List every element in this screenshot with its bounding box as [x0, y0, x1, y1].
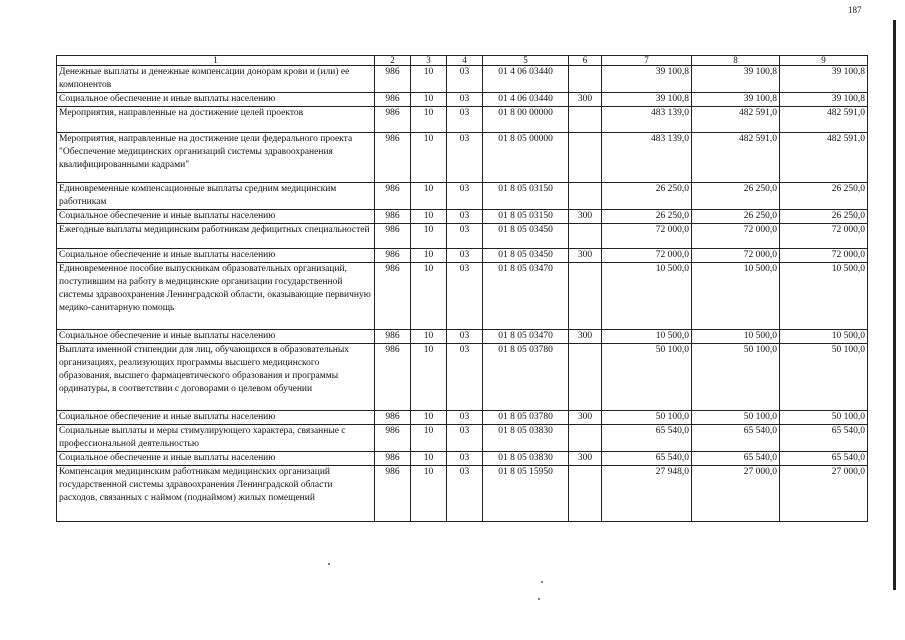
cell-target-code: 01 8 05 03450 [483, 249, 569, 263]
cell-target-code: 01 8 05 03780 [483, 411, 569, 425]
table-row [57, 330, 868, 344]
cell-amount-8: 10 500,0 [692, 330, 780, 344]
cell-code-3: 10 [411, 224, 447, 249]
cell-expense-type [569, 425, 602, 452]
cell-code-2: 986 [375, 452, 411, 466]
cell-amount-9: 50 100,0 [780, 411, 868, 425]
cell-target-code: 01 8 05 03780 [483, 344, 569, 411]
cell-code-2: 986 [375, 210, 411, 224]
table-row [57, 466, 868, 522]
cell-expense-type [569, 466, 602, 522]
cell-amount-7: 10 500,0 [602, 263, 692, 330]
cell-amount-8: 50 100,0 [692, 344, 780, 411]
cell-amount-9: 65 540,0 [780, 425, 868, 452]
cell-target-code: 01 8 05 03830 [483, 425, 569, 452]
cell-target-code: 01 8 05 03150 [483, 183, 569, 210]
cell-expense-type: 300 [569, 249, 602, 263]
cell-amount-7: 39 100,8 [602, 93, 692, 107]
cell-name: Социальное обеспечение и иные выплаты населению [57, 93, 375, 107]
cell-expense-type: 300 [569, 411, 602, 425]
cell-target-code: 01 4 06 03440 [483, 66, 569, 93]
cell-code-2: 986 [375, 249, 411, 263]
cell-amount-9: 482 591,0 [780, 133, 868, 183]
cell-code-4: 03 [447, 210, 483, 224]
scan-edge-line [893, 20, 896, 590]
cell-code-2: 986 [375, 107, 411, 133]
cell-amount-7: 483 139,0 [602, 133, 692, 183]
header-col-6: 6 [569, 56, 602, 66]
cell-amount-8: 72 000,0 [692, 249, 780, 263]
cell-amount-7: 50 100,0 [602, 344, 692, 411]
cell-name: Единовременные компенсационные выплаты средним медицинским работникам [57, 183, 375, 210]
cell-code-4: 03 [447, 330, 483, 344]
cell-amount-8: 27 000,0 [692, 466, 780, 522]
cell-code-3: 10 [411, 249, 447, 263]
cell-amount-7: 72 000,0 [602, 249, 692, 263]
cell-expense-type: 300 [569, 330, 602, 344]
header-row [57, 56, 868, 66]
cell-code-3: 10 [411, 466, 447, 522]
cell-code-3: 10 [411, 133, 447, 183]
cell-code-2: 986 [375, 411, 411, 425]
cell-amount-7: 65 540,0 [602, 452, 692, 466]
cell-name: Социальные выплаты и меры стимулирующего характера, связанные с профессиональной деятельностью [57, 425, 375, 452]
table-row [57, 183, 868, 210]
header-col-2: 2 [375, 56, 411, 66]
cell-name: Мероприятия, направленные на достижение цели федерального проекта "Обеспечение медицинских организаций системы здравоохранения квалифицированными кадрами" [57, 133, 375, 183]
table-body [57, 66, 868, 522]
cell-amount-7: 27 948,0 [602, 466, 692, 522]
cell-code-4: 03 [447, 466, 483, 522]
cell-target-code: 01 8 05 03830 [483, 452, 569, 466]
cell-amount-9: 27 000,0 [780, 466, 868, 522]
cell-amount-9: 39 100,8 [780, 93, 868, 107]
cell-amount-9: 26 250,0 [780, 210, 868, 224]
cell-code-3: 10 [411, 452, 447, 466]
cell-expense-type [569, 263, 602, 330]
cell-code-3: 10 [411, 183, 447, 210]
cell-code-3: 10 [411, 344, 447, 411]
cell-code-2: 986 [375, 133, 411, 183]
cell-code-2: 986 [375, 344, 411, 411]
scan-speck [541, 581, 543, 583]
budget-table [56, 55, 868, 522]
header-col-8: 8 [692, 56, 780, 66]
table-row [57, 452, 868, 466]
cell-code-4: 03 [447, 93, 483, 107]
cell-amount-9: 72 000,0 [780, 224, 868, 249]
cell-code-3: 10 [411, 66, 447, 93]
cell-code-4: 03 [447, 411, 483, 425]
cell-code-2: 986 [375, 183, 411, 210]
cell-expense-type: 300 [569, 210, 602, 224]
cell-name: Компенсация медицинским работникам медицинских организаций государственной системы здравоохранения Ленинградской области расходов, связанных с наймом (поднаймом) жилых помещений [57, 466, 375, 522]
cell-amount-9: 39 100,8 [780, 66, 868, 93]
table-row [57, 263, 868, 330]
cell-code-3: 10 [411, 411, 447, 425]
cell-amount-8: 482 591,0 [692, 133, 780, 183]
cell-code-4: 03 [447, 263, 483, 330]
cell-target-code: 01 8 05 15950 [483, 466, 569, 522]
cell-expense-type [569, 224, 602, 249]
cell-expense-type: 300 [569, 93, 602, 107]
table-row [57, 249, 868, 263]
cell-code-3: 10 [411, 263, 447, 330]
cell-amount-7: 72 000,0 [602, 224, 692, 249]
cell-target-code: 01 8 05 03150 [483, 210, 569, 224]
cell-code-4: 03 [447, 249, 483, 263]
cell-target-code: 01 8 05 03470 [483, 263, 569, 330]
cell-amount-7: 65 540,0 [602, 425, 692, 452]
cell-expense-type: 300 [569, 452, 602, 466]
cell-amount-7: 483 139,0 [602, 107, 692, 133]
cell-code-4: 03 [447, 133, 483, 183]
cell-amount-7: 26 250,0 [602, 183, 692, 210]
cell-target-code: 01 8 05 00000 [483, 133, 569, 183]
table-row [57, 224, 868, 249]
table-row [57, 210, 868, 224]
cell-amount-9: 26 250,0 [780, 183, 868, 210]
scan-speck [328, 563, 330, 565]
cell-target-code: 01 8 00 00000 [483, 107, 569, 133]
cell-name: Социальное обеспечение и иные выплаты населению [57, 452, 375, 466]
scan-speck [538, 598, 540, 600]
header-col-4: 4 [447, 56, 483, 66]
cell-name: Социальное обеспечение и иные выплаты населению [57, 411, 375, 425]
cell-code-2: 986 [375, 330, 411, 344]
cell-code-4: 03 [447, 183, 483, 210]
cell-amount-8: 65 540,0 [692, 425, 780, 452]
cell-code-3: 10 [411, 330, 447, 344]
table-header [57, 56, 868, 66]
header-col-1: 1 [57, 56, 375, 66]
header-col-7: 7 [602, 56, 692, 66]
cell-amount-9: 65 540,0 [780, 452, 868, 466]
cell-amount-8: 482 591,0 [692, 107, 780, 133]
cell-code-4: 03 [447, 107, 483, 133]
cell-code-3: 10 [411, 425, 447, 452]
cell-name: Единовременное пособие выпускникам образовательных организаций, поступившим на работу в медицинские организации государственной системы здравоохранения Ленинградской области, оказывающие первичную медико-санитарную помощь [57, 263, 375, 330]
cell-name: Денежные выплаты и денежные компенсации донорам крови и (или) ее компонентов [57, 66, 375, 93]
cell-target-code: 01 8 05 03470 [483, 330, 569, 344]
cell-name: Социальное обеспечение и иные выплаты населению [57, 210, 375, 224]
cell-expense-type [569, 107, 602, 133]
cell-amount-8: 39 100,8 [692, 66, 780, 93]
cell-amount-8: 65 540,0 [692, 452, 780, 466]
table-row [57, 133, 868, 183]
cell-code-3: 10 [411, 93, 447, 107]
cell-code-4: 03 [447, 66, 483, 93]
page-number: 187 [848, 5, 862, 15]
cell-amount-7: 50 100,0 [602, 411, 692, 425]
cell-expense-type [569, 133, 602, 183]
cell-expense-type [569, 66, 602, 93]
cell-amount-9: 10 500,0 [780, 263, 868, 330]
table-row [57, 93, 868, 107]
cell-code-2: 986 [375, 66, 411, 93]
cell-name: Социальное обеспечение и иные выплаты населению [57, 330, 375, 344]
cell-target-code: 01 4 06 03440 [483, 93, 569, 107]
cell-expense-type [569, 183, 602, 210]
cell-amount-8: 26 250,0 [692, 210, 780, 224]
cell-code-4: 03 [447, 224, 483, 249]
cell-amount-9: 482 591,0 [780, 107, 868, 133]
cell-amount-8: 39 100,8 [692, 93, 780, 107]
cell-code-3: 10 [411, 107, 447, 133]
cell-code-2: 986 [375, 425, 411, 452]
table-row [57, 66, 868, 93]
cell-expense-type [569, 344, 602, 411]
cell-code-2: 986 [375, 93, 411, 107]
cell-amount-8: 50 100,0 [692, 411, 780, 425]
cell-amount-9: 50 100,0 [780, 344, 868, 411]
table-row [57, 344, 868, 411]
cell-code-4: 03 [447, 344, 483, 411]
cell-amount-9: 72 000,0 [780, 249, 868, 263]
cell-code-2: 986 [375, 224, 411, 249]
cell-name: Ежегодные выплаты медицинским работникам дефицитных специальностей [57, 224, 375, 249]
header-col-5: 5 [483, 56, 569, 66]
cell-code-2: 986 [375, 263, 411, 330]
cell-amount-7: 26 250,0 [602, 210, 692, 224]
cell-name: Социальное обеспечение и иные выплаты населению [57, 249, 375, 263]
table-row [57, 425, 868, 452]
cell-code-3: 10 [411, 210, 447, 224]
header-col-3: 3 [411, 56, 447, 66]
cell-name: Выплата именной стипендии для лиц, обучающихся в образовательных организациях, реализующих программы высшего медицинского образования, высшего фармацевтического образования и программы ординатуры, в соответствии с договорами о целевом обучении [57, 344, 375, 411]
cell-code-4: 03 [447, 425, 483, 452]
cell-amount-8: 26 250,0 [692, 183, 780, 210]
cell-code-4: 03 [447, 452, 483, 466]
cell-amount-7: 39 100,8 [602, 66, 692, 93]
cell-amount-8: 72 000,0 [692, 224, 780, 249]
table-row [57, 411, 868, 425]
cell-amount-9: 10 500,0 [780, 330, 868, 344]
cell-code-2: 986 [375, 466, 411, 522]
header-col-9: 9 [780, 56, 868, 66]
cell-amount-8: 10 500,0 [692, 263, 780, 330]
cell-name: Мероприятия, направленные на достижение целей проектов [57, 107, 375, 133]
cell-amount-7: 10 500,0 [602, 330, 692, 344]
cell-target-code: 01 8 05 03450 [483, 224, 569, 249]
table-row [57, 107, 868, 133]
